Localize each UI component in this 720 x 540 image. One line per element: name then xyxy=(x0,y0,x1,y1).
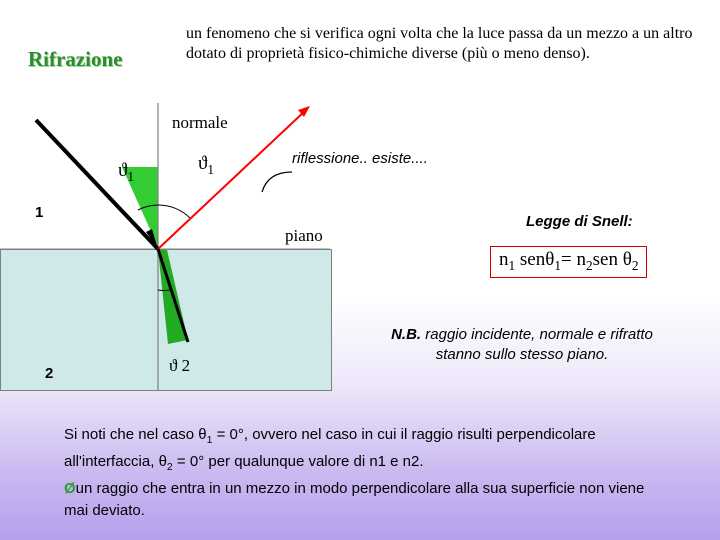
formula-sen1-sub: 1 xyxy=(554,257,561,273)
theta-symbol: ϑ xyxy=(169,356,178,375)
snell-law-formula xyxy=(490,246,647,278)
slide-title: Rifrazione xyxy=(28,47,123,71)
pointer-curve xyxy=(262,172,292,192)
intro-text: un fenomeno che si verifica ogni volta che la luce passa da un mezzo a un altro dotato di proprietà fisico-chimiche diverse (più o meno denso). xyxy=(186,25,693,62)
theta-subscript: 1 xyxy=(127,168,135,184)
notes-p1-sub2: 2 xyxy=(166,461,173,473)
theta-symbol: ϑ xyxy=(198,153,208,174)
theta2-label xyxy=(169,356,190,376)
notes-p2: un raggio che entra in un mezzo in modo perpendicolare alla sua superficie non viene mai deviato. xyxy=(64,480,645,519)
reflection-note: riflessione.. esiste.... xyxy=(292,150,428,167)
formula-n2-sub: 2 xyxy=(585,257,593,273)
notes-p1-b: = 0°, ovvero nel caso in cui il raggio risulti perpendicolare all'interfaccia, θ xyxy=(64,426,596,470)
theta-subscript: 2 xyxy=(181,356,191,375)
formula-n1-sub: 1 xyxy=(508,257,516,273)
formula-n1: n xyxy=(499,249,509,270)
normal-label: normale xyxy=(172,113,228,132)
theta-subscript: 1 xyxy=(207,161,215,177)
nb-note xyxy=(372,325,672,365)
notes-p1-a: Si noti che nel caso θ xyxy=(64,426,207,443)
theta1-reflected-label xyxy=(198,153,214,178)
plane-label: piano xyxy=(285,226,323,245)
arrow-bullet-icon: Ø xyxy=(64,480,76,497)
snell-law-title: Legge di Snell: xyxy=(526,213,633,230)
theta-symbol: ϑ xyxy=(118,160,128,181)
notes-text xyxy=(64,424,664,522)
formula-sen2-sub: 2 xyxy=(631,257,639,273)
notes-p1-sub1: 1 xyxy=(206,434,213,446)
theta1-reflected-arc xyxy=(158,205,190,218)
medium-2-label: 2 xyxy=(45,365,54,382)
notes-p1-c: = 0° per qualunque valore di n1 e n2. xyxy=(172,453,424,470)
formula-sen2: sen θ xyxy=(592,249,632,270)
nb-text: raggio incidente, normale e rifratto stanno sullo stesso piano. xyxy=(421,326,653,363)
theta1-incident-label xyxy=(118,160,134,185)
formula-sen1: senθ xyxy=(515,249,555,270)
formula-eq: = n xyxy=(561,249,586,270)
nb-bold: N.B. xyxy=(391,326,422,343)
medium-1-label: 1 xyxy=(35,204,44,221)
